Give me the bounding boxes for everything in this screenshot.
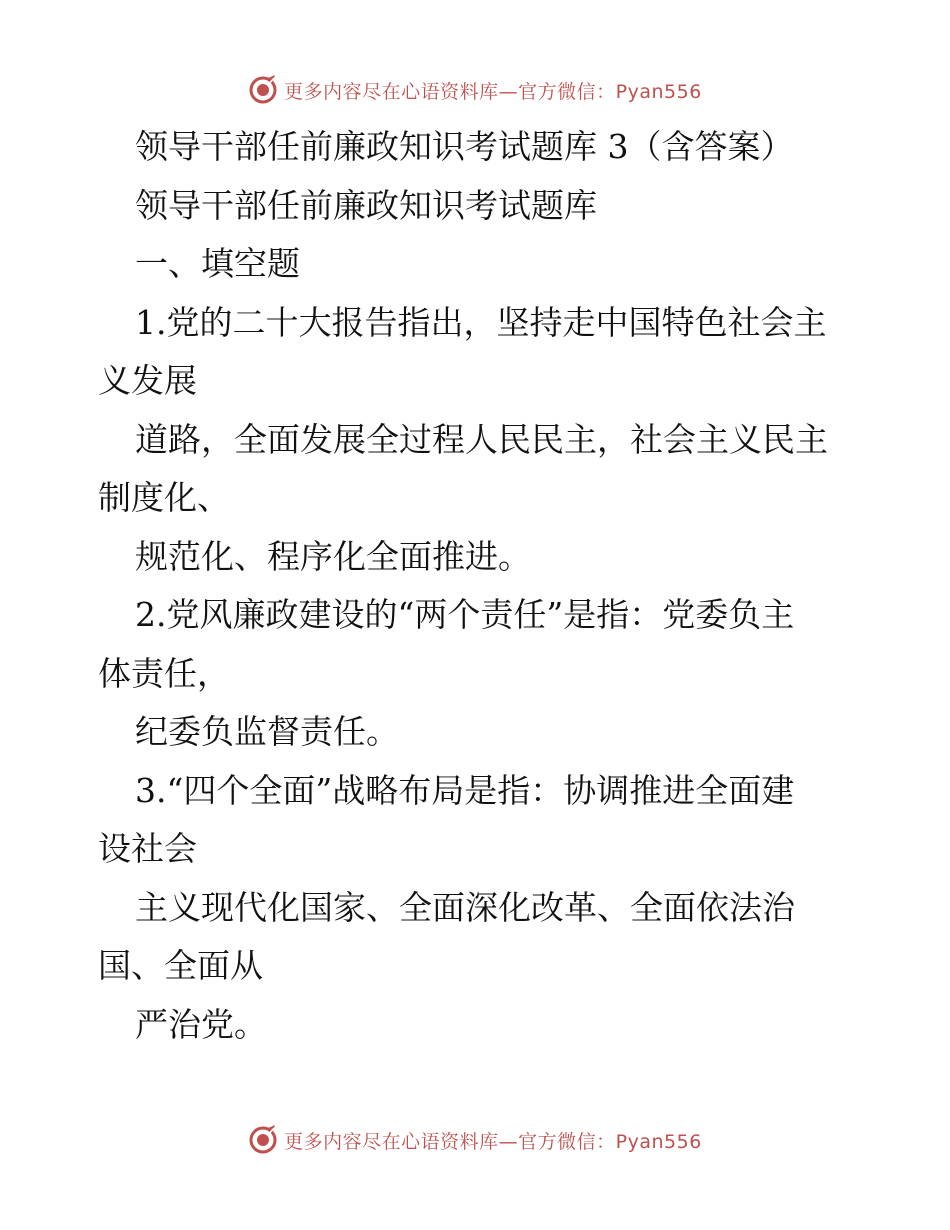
text-line: 义发展	[98, 361, 197, 400]
text-line: 体责任，	[98, 653, 230, 693]
banner-text: 更多内容尽在心语资料库—官方微信：Pyan556	[284, 80, 702, 103]
text-line: 制度化、	[98, 478, 230, 517]
text-line: 领导干部任前廉政知识考试题库 3（含答案）	[135, 127, 794, 166]
text-line: 3.“四个全面”战略布局是指：协调推进全面建	[135, 770, 795, 810]
document-body	[98, 118, 868, 1054]
header-banner	[0, 70, 950, 110]
text-line: 规范化、程序化全面推进。	[135, 536, 531, 576]
pen-circle-logo-icon	[248, 1125, 278, 1155]
pen-circle-logo-icon	[248, 75, 278, 105]
text-line: 纪委负监督责任。	[135, 712, 399, 751]
text-line: 1.党的二十大报告指出，坚持走中国特色社会主	[135, 302, 827, 342]
text-line: 主义现代化国家、全面深化改革、全面依法治	[135, 887, 795, 927]
footer-banner	[0, 1120, 950, 1160]
banner-text: 更多内容尽在心语资料库—官方微信：Pyan556	[284, 1130, 702, 1153]
text-line: 国、全面从	[98, 946, 263, 985]
text-line: 领导干部任前廉政知识考试题库	[135, 185, 597, 225]
text-line: 一、填空题	[135, 244, 300, 283]
text-line: 2.党风廉政建设的“两个责任”是指：党委负主	[135, 595, 795, 634]
text-line: 道路，全面发展全过程人民民主，社会主义民主	[135, 419, 828, 459]
text-line: 设社会	[98, 829, 197, 868]
text-line: 严治党。	[135, 1004, 267, 1044]
